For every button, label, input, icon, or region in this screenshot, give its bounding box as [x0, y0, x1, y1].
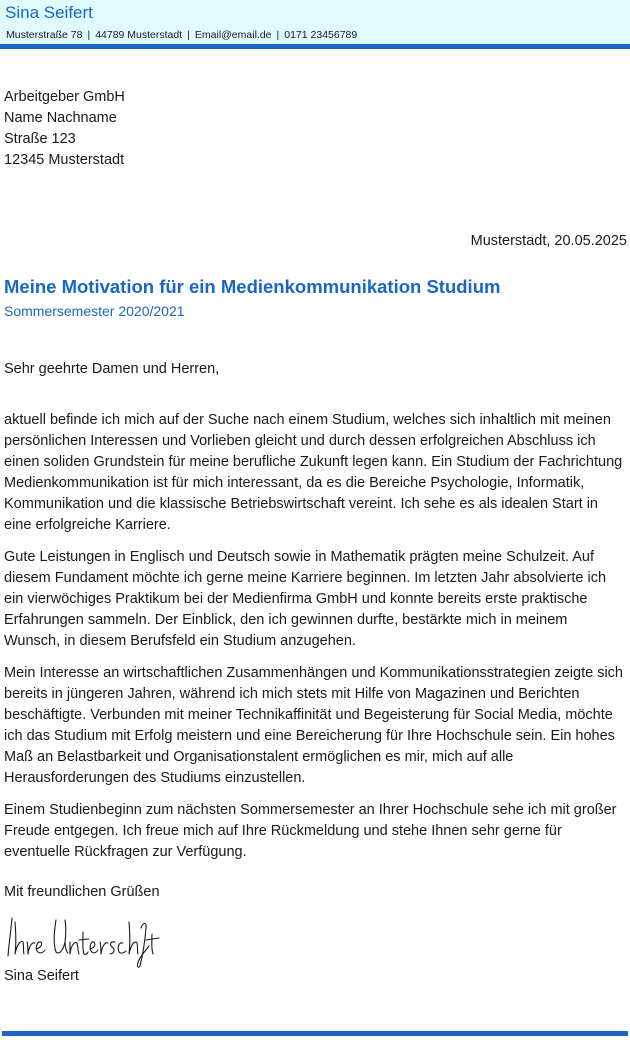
sender-name-heading: Sina Seifert	[5, 3, 93, 22]
sender-contact-line	[6, 29, 357, 41]
contact-separator: |	[187, 29, 190, 41]
letter-greeting: Sehr geehrte Damen und Herren,	[4, 361, 220, 377]
sender-city: 44789 Musterstadt	[95, 29, 183, 41]
body-paragraph-4: Einem Studienbeginn zum nächsten Sommersemester an Ihrer Hochschule sehe ich mit großer Freude entgegen. Ich freue mich auf Ihre Rückmeldung und stehe Ihnen sehr gerne für eventuelle Rückfragen zur Verfügung.	[4, 802, 617, 860]
contact-separator: |	[276, 29, 280, 41]
contact-separator: |	[87, 29, 91, 41]
letter-subject: Meine Motivation für ein Medienkommunikation Studium	[4, 276, 501, 297]
footer-divider	[2, 1031, 628, 1036]
body-paragraph-2: Gute Leistungen in Englisch und Deutsch sowie in Mathematik prägten meine Schulzeit. Auf diesem Fundament möchte ich gerne meine Karriere beginnen. Im letzten Jahr absolvierte ich ein vierwöchiges Praktikum bei der Medienfirma GmbH und konnte bereits erste praktische Erfahrungen sammeln. Der Einblick, den ich gewinnen durfte, bestärkte mich in meinem Wunsch, in diesem Berufsfeld ein Studium anzugehen.	[4, 549, 607, 649]
sender-street: Musterstraße 78	[6, 29, 83, 41]
letter-body	[4, 410, 626, 874]
body-paragraph-1: aktuell befinde ich mich auf der Suche nach einem Studium, welches sich inhaltlich mit meinen persönlichen Interessen und Vorlieben gleicht und durch dessen erfolgreichen Abschluss ich einen soliden Grundstein für meine berufliche Zukunft legen kann. Ein Studium der Fachrichtung Medienkommunikation ist für mich interessant, da es die Bereiche Psychologie, Informatik, Kommunikation und die klassische Betriebswirtschaft vereint. Ich sehe es als idealen Start in eine erfolgreiche Karriere.	[4, 412, 623, 533]
letter-header	[0, 0, 630, 49]
letter-closing: Mit freundlichen Grüßen	[4, 884, 160, 900]
letter-date: Musterstadt, 20.05.2025	[470, 233, 627, 249]
body-paragraph-3: Mein Interesse an wirtschaftlichen Zusammenhängen und Kommunikationsstrategien zeigte sich bereits in jüngeren Jahren, während ich mich stets mit Hilfe von Magazinen und Berichten beschäftigte. Verbunden mit meiner Technikaffinität und Begeisterung für Social Media, möchte ich das Studium mit Erfolg meistern und eine Bereicherung für Ihre Hochschule sein. Ein hohes Maß an Belastbarkeit und Organisationstalent ermöglichen es mir, mich auf alle Herausforderungen des Studiums einzustellen.	[4, 665, 623, 786]
letter-semester: Sommersemester 2020/2021	[4, 303, 185, 319]
recipient-street: Straße 123	[4, 131, 76, 147]
sender-phone: 0171 23456789	[284, 29, 358, 41]
recipient-contact: Name Nachname	[4, 110, 117, 126]
recipient-company: Arbeitgeber GmbH	[4, 89, 125, 105]
sender-email: Email@email.de	[194, 29, 272, 41]
letter-sender-name: Sina Seifert	[4, 968, 79, 984]
recipient-address	[4, 87, 125, 171]
recipient-city: 12345 Musterstadt	[4, 152, 125, 168]
handwritten-signature	[2, 908, 162, 970]
